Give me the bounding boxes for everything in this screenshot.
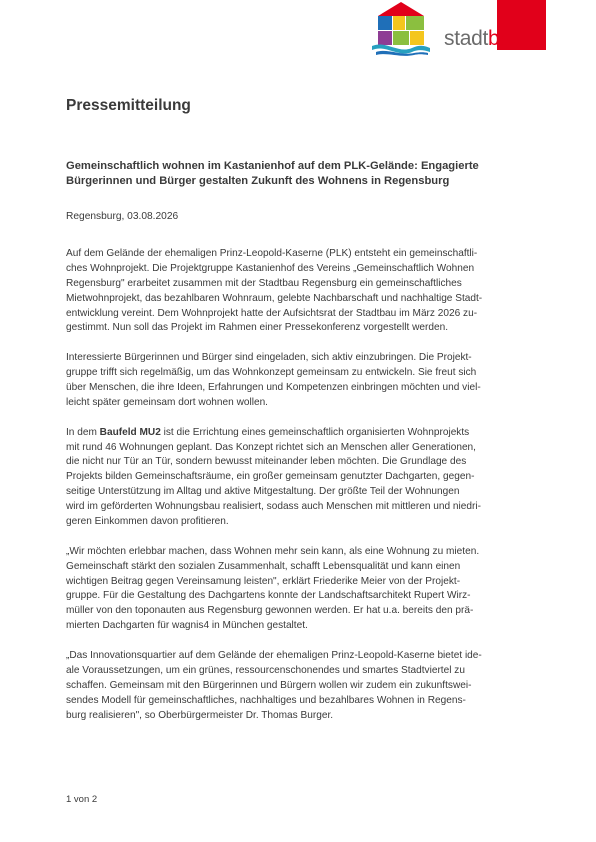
text-run: ale Voraussetzungen, um ein grünes, ressourcenschonendes und smartes Stadtviertel zu <box>66 664 465 676</box>
text-run: über Menschen, die ihre Ideen, Erfahrungen und Kompetenzen einbringen möchten und viel- <box>66 382 481 394</box>
body-line <box>66 500 532 515</box>
text-run: Gemeinschaft stärkt den sozialen Zusammenhalt, schafft Lebensqualität und kann einen <box>66 560 461 572</box>
body-line <box>66 575 532 590</box>
text-run: Auf dem Gelände der ehemaligen Prinz-Leopold-Kaserne (PLK) entsteht ein gemeinschaftli- <box>66 248 478 259</box>
text-run: wichtigen Beitrag gegen Vereinsamung leisten", erklärt Friederike Meier von der Projekt- <box>66 575 461 587</box>
paragraph-gap <box>66 634 532 649</box>
body-text <box>66 247 532 724</box>
body-line <box>66 679 532 694</box>
logo-block-purple <box>378 31 392 45</box>
body-line <box>66 589 532 604</box>
stadtbau-logo-house-icon <box>372 2 430 56</box>
body-line <box>66 366 532 381</box>
text-run: entwicklung vereint. Dem Wohnprojekt hatte der Aufsichtsrat der Stadtbau im März 2026 zu- <box>66 307 478 319</box>
body-line <box>66 515 532 530</box>
body-line <box>66 545 532 560</box>
body-line <box>66 664 532 679</box>
body-line <box>66 381 532 396</box>
text-run: die nicht nur Tür an Tür, sondern bewusst miteinander leben möchten. Die Grundlage des <box>66 456 467 468</box>
headline-line: Gemeinschaftlich wohnen im Kastanienhof auf dem PLK-Gelände: Engagierte <box>66 160 479 172</box>
text-run: müller von den toponauten aus Regensburg gewonnen werden. Er hat u.a. bereits den prä- <box>66 605 474 617</box>
wordmark-bau: bau <box>488 27 523 50</box>
text-run: ches Wohnprojekt. Die Projektgruppe Kastanienhof des Vereins „Gemeinschaftlich Wohnen <box>66 262 475 274</box>
stadtbau-wordmark <box>444 28 522 49</box>
body-line <box>66 470 532 485</box>
dateline: Regensburg, 03.08.2026 <box>66 211 179 222</box>
body-line <box>66 560 532 575</box>
body-line <box>66 247 532 262</box>
text-run: mierten Dachgarten für wagnis4 in München gestaltet. <box>66 620 308 632</box>
text-run: Mietwohnprojekt, das bezahlbaren Wohnraum, gelebte Nachbarschaft und nachhaltige Stadt- <box>66 292 483 304</box>
text-run: Interessierte Bürgerinnen und Bürger sind eingeladen, sich aktiv einzubringen. Die Projekt- <box>66 352 472 364</box>
text-run: Regensburg" erarbeitet zusammen mit der Stadtbau Regensburg ein gemeinschaftliches <box>66 277 462 289</box>
body-line <box>66 277 532 292</box>
body-line <box>66 604 532 619</box>
text-run: sendes Modell für gemeinschaftliches, nachhaltiges und bezahlbares Wohnen in Regens- <box>66 694 466 706</box>
wordmark-stadt: stadt <box>444 27 489 50</box>
body-line <box>66 426 532 441</box>
body-line <box>66 262 532 277</box>
body-line <box>66 455 532 470</box>
logo-block-green <box>406 16 424 30</box>
body-line <box>66 694 532 709</box>
text-run: schaffen. Gemeinsam mit den Bürgerinnen und Bürgern wollen wir zudem ein zukunftswei- <box>66 679 472 691</box>
text-run: burg realisieren", so Oberbürgermeister Dr. Thomas Burger. <box>66 709 334 721</box>
text-run: ist die Errichtung eines gemeinschaftlich organisierten Wohnprojekts <box>160 426 470 438</box>
body-line <box>66 485 532 500</box>
body-line <box>66 307 532 322</box>
press-release-headline <box>66 158 536 188</box>
text-run: „Wir möchten erlebbar machen, dass Wohnen mehr sein kann, als eine Wohnung zu mieten. <box>66 545 480 557</box>
text-run: mit rund 46 Wohnungen geplant. Das Konzept richtet sich an Menschen aller Generationen, <box>66 441 476 453</box>
document-type-heading: Pressemitteilung <box>66 97 191 114</box>
body-line <box>66 321 532 336</box>
body-line <box>66 649 532 664</box>
body-line <box>66 441 532 456</box>
body-line <box>66 351 532 366</box>
text-run: leicht später gemeinsam dort wohnen wollen. <box>66 396 268 408</box>
text-run: Projekts bilden Gemeinschaftsräume, ein großer gemeinsam genutzter Dachgarten, gegen- <box>66 471 475 483</box>
logo-block-green2 <box>393 31 409 45</box>
body-line <box>66 709 532 724</box>
text-run: seitige Unterstützung im Alltag und aktive Mitgestaltung. Der größte Teil der Wohnungen <box>66 486 460 498</box>
logo-roof <box>378 2 424 16</box>
text-run: gruppe. Für die Gestaltung des Dachgartens konnte der Landschaftsarchitekt Rupert Wirz- <box>66 590 471 602</box>
bold-term: Baufeld MU2 <box>99 426 161 438</box>
logo-block-yellow <box>393 16 405 30</box>
page-indicator: 1 von 2 <box>66 794 98 805</box>
body-line <box>66 396 532 411</box>
text-run: gruppe trifft sich regelmäßig, um das Wohnkonzept gemeinsam zu entwickeln. Sie freut sich <box>66 367 477 379</box>
body-line <box>66 619 532 634</box>
body-line <box>66 292 532 307</box>
text-run: „Das Innovationsquartier auf dem Gelände der ehemaligen Prinz-Leopold-Kaserne bietet ide- <box>66 650 482 662</box>
paragraph-gap <box>66 530 532 545</box>
logo-block-blue <box>378 16 392 30</box>
text-run: gestimmt. Nun soll das Projekt im Rahmen einer Pressekonferenz vorgestellt werden. <box>66 322 449 334</box>
text-run: geren Einkommen davon profitieren. <box>66 516 229 528</box>
logo-block-yellow2 <box>410 31 424 45</box>
text-run: In dem <box>66 426 100 438</box>
text-run: wird im geförderten Wohnungsbau realisiert, sodass auch Menschen mit mittleren und niedri- <box>66 501 481 513</box>
headline-line: Bürgerinnen und Bürger gestalten Zukunft des Wohnens in Regensburg <box>66 174 450 187</box>
paragraph-gap <box>66 411 532 426</box>
paragraph-gap <box>66 336 532 351</box>
